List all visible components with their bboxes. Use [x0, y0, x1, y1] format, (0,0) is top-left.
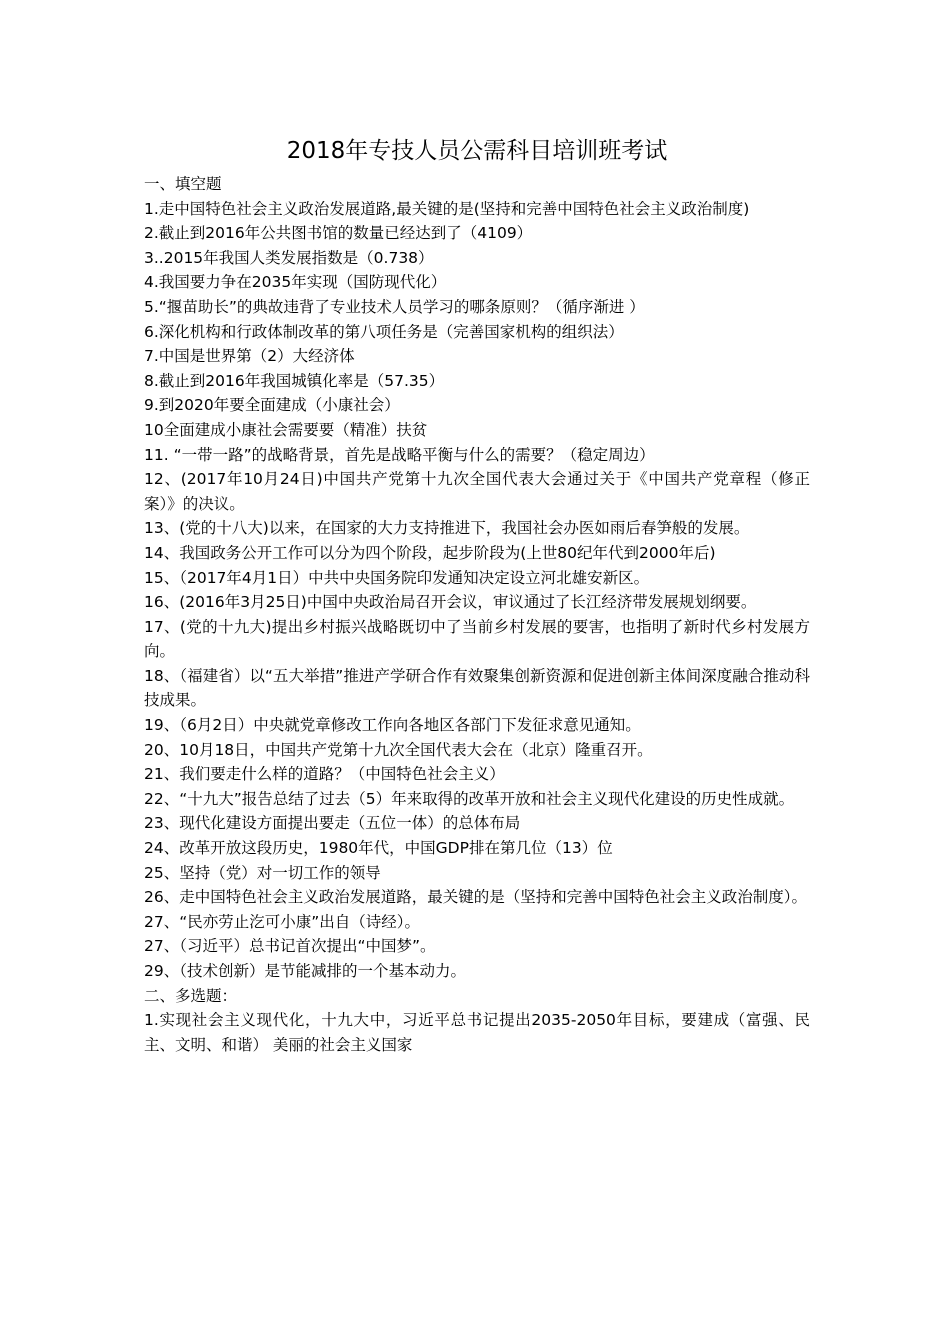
question-item: 8.截止到2016年我国城镇化率是（57.35） — [144, 371, 445, 390]
question-item: 26、走中国特色社会主义政治发展道路，最关键的是（坚持和完善中国特色社会主义政治制度）。 — [144, 888, 807, 907]
section-heading-multiple-choice: 二、多选题： — [144, 986, 238, 1005]
question-item: 21、我们要走什么样的道路？（中国特色社会主义） — [144, 765, 505, 784]
question-item: 17、(党的十九大)提出乡村振兴战略既切中了当前乡村发展的要害，也指明了新时代乡村发展方向。 — [144, 617, 810, 661]
question-item: 25、坚持（党）对一切工作的领导 — [144, 863, 381, 882]
question-item: 15、（2017年4月1日）中共中央国务院印发通知决定设立河北雄安新区。 — [144, 568, 650, 587]
question-item: 27、（习近平）总书记首次提出“中国梦”。 — [144, 937, 436, 956]
question-item: 24、改革开放这段历史，1980年代，中国GDP排在第几位（13）位 — [144, 839, 613, 858]
document-content — [144, 128, 810, 1057]
question-item: 13、(党的十八大)以来，在国家的大力支持推进下，我国社会办医如雨后春笋般的发展。 — [144, 519, 750, 538]
question-item: 16、(2016年3月25日)中国中央政治局召开会议，审议通过了长江经济带发展规划纲要。 — [144, 593, 757, 612]
fill-in-question-list — [144, 197, 810, 984]
question-item: 19、（6月2日）中央就党章修改工作向各地区各部门下发征求意见通知。 — [144, 716, 641, 735]
question-item: 6.深化机构和行政体制改革的第八项任务是（完善国家机构的组织法） — [144, 322, 624, 341]
question-item: 23、现代化建设方面提出要走（五位一体）的总体布局 — [144, 814, 521, 833]
question-item: 18、（福建省）以“五大举措”推进产学研合作有效聚集创新资源和促进创新主体间深度融合推动科技成果。 — [144, 666, 810, 710]
question-item: 29、（技术创新）是节能减排的一个基本动力。 — [144, 962, 466, 980]
page-title: 2018年专技人员公需科目培训班考试 — [286, 138, 668, 164]
question-item: 12、(2017年10月24日)中国共产党第十九次全国代表大会通过关于《中国共产党章程（修正案）》的决议。 — [144, 470, 810, 513]
section-heading-fill-in: 一、填空题 — [144, 175, 222, 193]
question-item: 2.截止到2016年公共图书馆的数量已经达到了（4109） — [144, 224, 533, 243]
question-item: 9.到2020年要全面建成（小康社会） — [144, 396, 400, 415]
question-item: 20、10月18日，中国共产党第十九次全国代表大会在（北京）隆重召开。 — [144, 740, 653, 759]
question-item: 3..2015年我国人类发展指数是（0.738） — [144, 248, 434, 267]
question-item: 11. “一带一路”的战略背景，首先是战略平衡与什么的需要？（稳定周边） — [144, 445, 655, 464]
question-item: 5.“揠苗助长”的典故违背了专业技术人员学习的哪条原则？（循序渐进 ） — [144, 297, 645, 316]
question-item: 4.我国要力争在2035年实现（国防现代化） — [144, 273, 447, 292]
question-item: 10全面建成小康社会需要要（精准）扶贫 — [144, 420, 428, 439]
multiple-choice-question-list — [144, 1008, 810, 1057]
question-item: 1.实现社会主义现代化，十九大中，习近平总书记提出2035-2050年目标，要建成（富强、民主、文明、和谐） 美丽的社会主义国家 — [144, 1011, 810, 1054]
question-item: 27、“民亦劳止汔可小康”出自（诗经）。 — [144, 912, 421, 931]
question-item: 7.中国是世界第（2）大经济体 — [144, 347, 355, 366]
question-item: 1.走中国特色社会主义政治发展道路,最关键的是(坚持和完善中国特色社会主义政治制度) — [144, 199, 750, 218]
question-item: 22、“十九大”报告总结了过去（5）年来取得的改革开放和社会主义现代化建设的历史性成就。 — [144, 789, 795, 808]
question-item: 14、我国政务公开工作可以分为四个阶段，起步阶段为(上世80纪年代到2000年后) — [144, 543, 716, 562]
